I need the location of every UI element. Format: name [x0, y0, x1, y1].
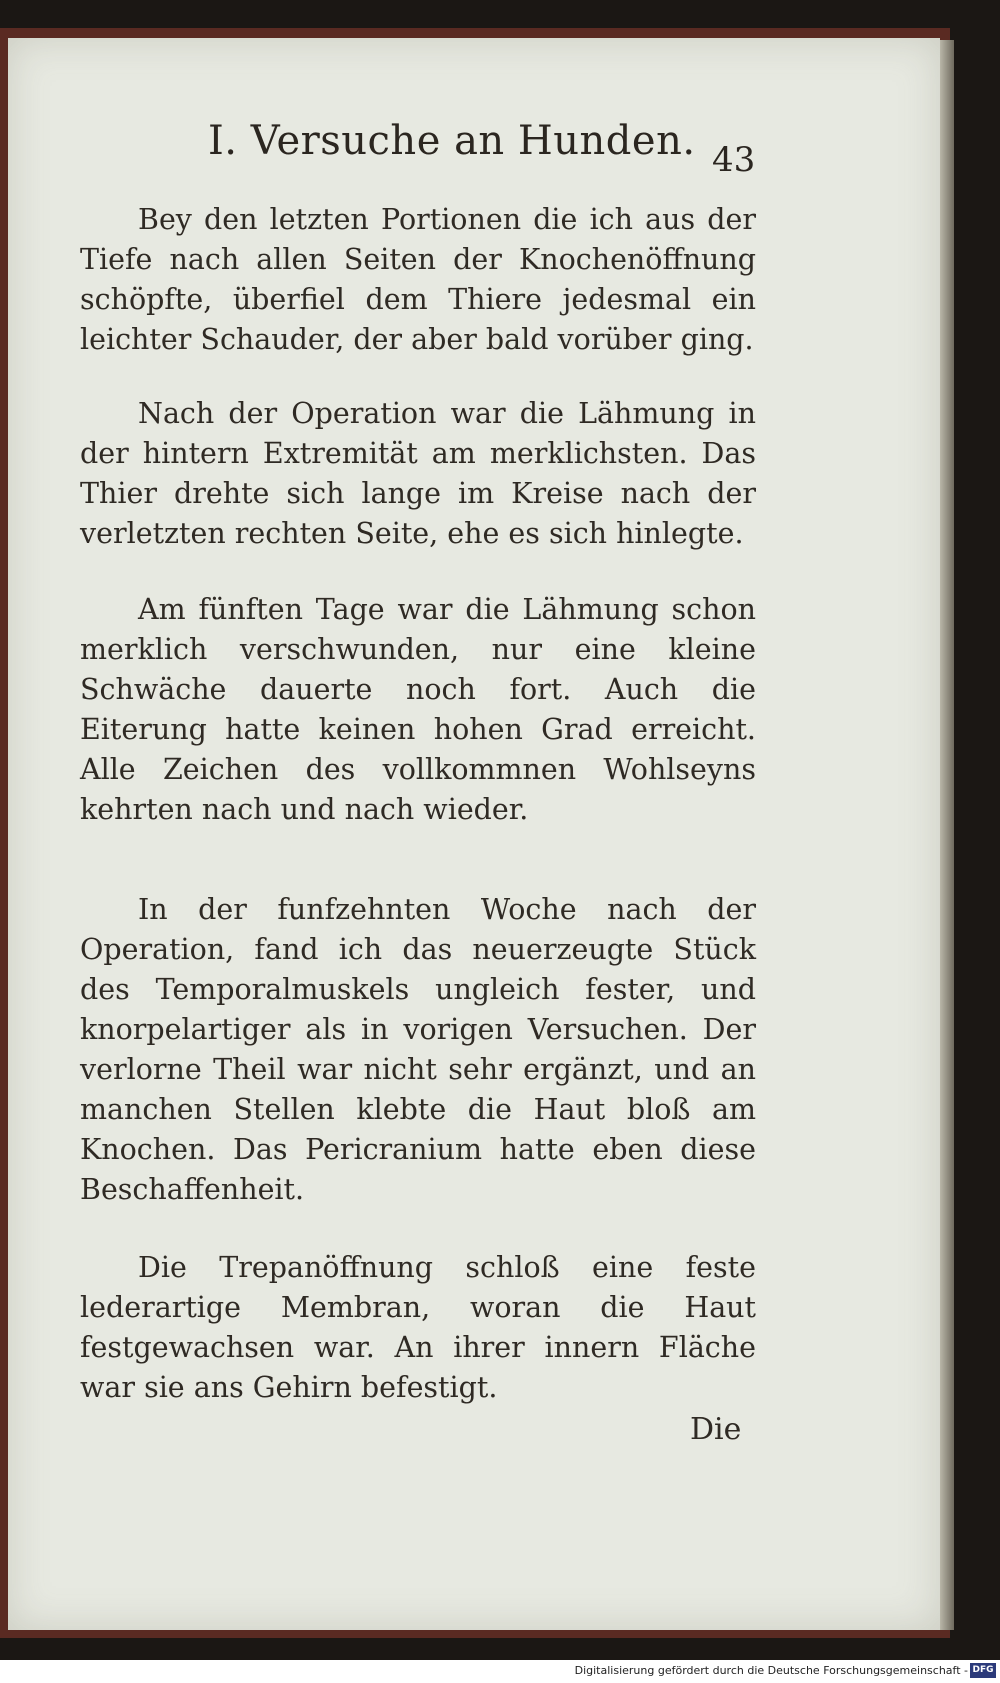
- body-text: [80, 200, 756, 1408]
- page-number: 43: [712, 140, 756, 180]
- catchword: Die: [690, 1412, 742, 1447]
- footer-credit: Digitalisierung gefördert durch die Deutsche Forschungsgemeinschaft -: [574, 1664, 968, 1677]
- paragraph: Nach der Operation war die Lähmung in der hintern Extremität am merklichsten. Das Thier drehte sich lange im Kreise nach der verletzten rechten Seite, ehe es sich hinlegte.: [80, 397, 756, 550]
- footer: [0, 1660, 1000, 1683]
- dfg-logo-icon: DFG: [970, 1663, 996, 1678]
- paragraph: In der funfzehnten Woche nach der Operation, fand ich das neuerzeugte Stück des Temporalmuskels ungleich fester, und knorpelartiger als in vorigen Versuchen. Der verlorne Theil war nicht sehr ergänzt, und an manchen Stellen klebte die Haut bloß am Knochen. Das Pericranium hatte eben diese Beschaffenheit.: [80, 893, 756, 1206]
- page-edge: [940, 40, 954, 1630]
- page-header: [0, 118, 1000, 178]
- running-title: I. Versuche an Hunden.: [208, 118, 696, 164]
- paragraph: Am fünften Tage war die Lähmung schon merklich verschwunden, nur eine kleine Schwäche dauerte noch fort. Auch die Eiterung hatte keinen hohen Grad erreicht. Alle Zeichen des vollkommnen Wohlseyns kehrten nach und nach wieder.: [80, 593, 756, 826]
- paragraph: Bey den letzten Portionen die ich aus der Tiefe nach allen Seiten der Knochenöffnung schöpfte, überfiel dem Thiere jedesmal ein leichter Schauder, der aber bald vorüber ging.: [80, 203, 756, 356]
- paragraph: Die Trepanöffnung schloß eine feste lederartige Membran, woran die Haut festgewachsen war. An ihrer innern Fläche war sie ans Gehirn befestigt.: [80, 1251, 756, 1404]
